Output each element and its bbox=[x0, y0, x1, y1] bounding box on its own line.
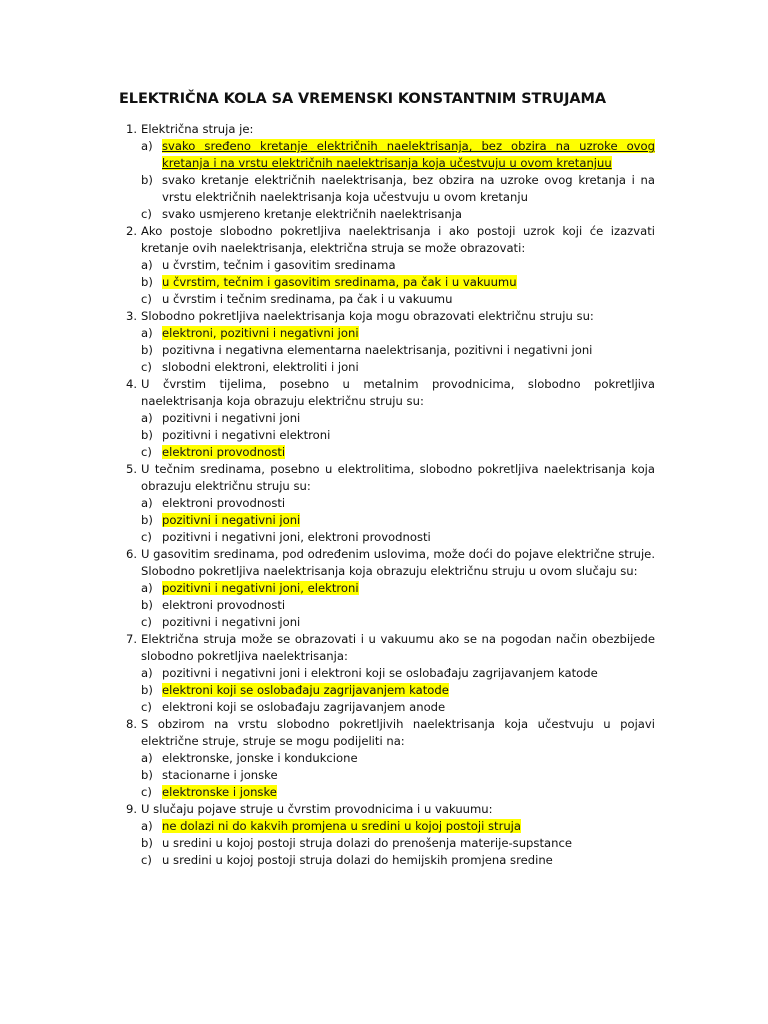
page-title: ELEKTRIČNA KOLA SA VREMENSKI KONSTANTNIM STRUJAMA bbox=[119, 91, 606, 107]
question-text: U tečnim sredinama, posebno u elektrolitima, slobodno pokretljiva naelektrisanja koja obrazuju električnu struju su: bbox=[141, 462, 655, 493]
question-number: 3. bbox=[125, 309, 137, 323]
answer-option bbox=[141, 495, 655, 512]
answer-option bbox=[141, 835, 655, 852]
answer-list bbox=[141, 495, 655, 546]
answer-list bbox=[141, 410, 655, 461]
question-number: 7. bbox=[125, 632, 137, 646]
answer-list bbox=[141, 580, 655, 631]
answer-option bbox=[141, 699, 655, 716]
answer-letter: c) bbox=[141, 853, 152, 867]
question-text: Ako postoje slobodno pokretljiva naelektrisanja i ako postoji uzrok koji će izazvati kretanje ovih naelektrisanja, električna struja se može obrazovati: bbox=[141, 224, 655, 255]
question-number: 8. bbox=[125, 717, 137, 731]
answer-option bbox=[141, 138, 655, 172]
question-number: 9. bbox=[125, 802, 137, 816]
answer-list bbox=[141, 818, 655, 869]
answer-option bbox=[141, 597, 655, 614]
question-item bbox=[125, 716, 655, 801]
answer-list bbox=[141, 138, 655, 223]
answer-letter: a) bbox=[141, 258, 153, 272]
answer-option bbox=[141, 580, 655, 597]
highlighted-answer-text: elektroni, pozitivni i negativni joni bbox=[162, 326, 359, 340]
answer-option bbox=[141, 512, 655, 529]
answer-letter: b) bbox=[141, 428, 153, 442]
answer-text: slobodni elektroni, elektroliti i joni bbox=[162, 360, 359, 374]
answer-list bbox=[141, 257, 655, 308]
answer-letter: b) bbox=[141, 173, 153, 187]
question-text: U gasovitim sredinama, pod određenim uslovima, može doći do pojave električne struje. Slobodno pokretljiva naelektrisanja koja obrazuju električnu struju u ovom slučaju su: bbox=[141, 547, 655, 578]
answer-text: pozitivni i negativni joni, elektroni provodnosti bbox=[162, 530, 431, 544]
answer-option bbox=[141, 818, 655, 835]
answer-option bbox=[141, 325, 655, 342]
answer-letter: b) bbox=[141, 836, 153, 850]
answer-letter: a) bbox=[141, 411, 153, 425]
question-item bbox=[125, 121, 655, 223]
highlighted-answer-text: elektroni koji se oslobađaju zagrijavanjem katode bbox=[162, 683, 449, 697]
answer-letter: a) bbox=[141, 819, 153, 833]
answer-text: elektroni provodnosti bbox=[162, 496, 286, 510]
question-number: 6. bbox=[125, 547, 137, 561]
question-item bbox=[125, 308, 655, 376]
answer-option bbox=[141, 682, 655, 699]
question-text: Električna struja može se obrazovati i u vakuumu ako se na pogodan način obezbijede slobodno pokretljiva naelektrisanja: bbox=[141, 632, 655, 663]
answer-option bbox=[141, 274, 655, 291]
question-number: 5. bbox=[125, 462, 137, 476]
answer-option bbox=[141, 529, 655, 546]
answer-text: pozitivni i negativni joni bbox=[162, 411, 301, 425]
answer-letter: a) bbox=[141, 139, 153, 153]
answer-letter: c) bbox=[141, 207, 152, 221]
highlighted-answer-text: elektroni provodnosti bbox=[162, 445, 286, 459]
question-item bbox=[125, 801, 655, 869]
answer-letter: a) bbox=[141, 751, 153, 765]
answer-text: pozitivni i negativni joni bbox=[162, 615, 301, 629]
highlighted-answer-text: pozitivni i negativni joni, elektroni bbox=[162, 581, 359, 595]
question-item bbox=[125, 631, 655, 716]
answer-text: u čvrstim, tečnim i gasovitim sredinama bbox=[162, 258, 396, 272]
answer-list bbox=[141, 750, 655, 801]
question-item bbox=[125, 461, 655, 546]
answer-text: u sredini u kojoj postoji struja dolazi do prenošenja materije-supstance bbox=[162, 836, 572, 850]
answer-option bbox=[141, 291, 655, 308]
answer-letter: b) bbox=[141, 598, 153, 612]
answer-letter: b) bbox=[141, 683, 153, 697]
answer-option bbox=[141, 172, 655, 206]
answer-option bbox=[141, 665, 655, 682]
answer-option bbox=[141, 359, 655, 376]
answer-option bbox=[141, 852, 655, 869]
highlighted-answer-text: svako sređeno kretanje električnih naelektrisanja, bez obzira na uzroke ovog kretanja i na vrstu električnih naelektrisanja koja učestvuju u ovom kretanjuu bbox=[162, 139, 655, 170]
answer-letter: b) bbox=[141, 768, 153, 782]
highlighted-answer-text: u čvrstim, tečnim i gasovitim sredinama, pa čak i u vakuumu bbox=[162, 275, 517, 289]
answer-letter: c) bbox=[141, 615, 152, 629]
question-text: Električna struja je: bbox=[141, 122, 254, 136]
answer-text: pozitivni i negativni joni i elektroni koji se oslobađaju zagrijavanjem katode bbox=[162, 666, 598, 680]
answer-letter: a) bbox=[141, 666, 153, 680]
answer-letter: c) bbox=[141, 292, 152, 306]
answer-option bbox=[141, 410, 655, 427]
answer-option bbox=[141, 750, 655, 767]
answer-list bbox=[141, 325, 655, 376]
answer-letter: c) bbox=[141, 700, 152, 714]
question-text: S obzirom na vrstu slobodno pokretljivih naelektrisanja koja učestvuju u pojavi električne struje, struje se mogu podijeliti na: bbox=[141, 717, 655, 748]
answer-letter: a) bbox=[141, 581, 153, 595]
answer-option bbox=[141, 444, 655, 461]
answer-letter: b) bbox=[141, 275, 153, 289]
answer-letter: a) bbox=[141, 326, 153, 340]
answer-letter: c) bbox=[141, 530, 152, 544]
answer-letter: c) bbox=[141, 445, 152, 459]
answer-list bbox=[141, 665, 655, 716]
question-text: Slobodno pokretljiva naelektrisanja koja mogu obrazovati električnu struju su: bbox=[141, 309, 594, 323]
question-number: 1. bbox=[125, 122, 137, 136]
answer-text: elektronske, jonske i kondukcione bbox=[162, 751, 358, 765]
question-item bbox=[125, 376, 655, 461]
answer-option bbox=[141, 206, 655, 223]
answer-letter: b) bbox=[141, 513, 153, 527]
question-list bbox=[125, 121, 655, 869]
answer-text: elektroni provodnosti bbox=[162, 598, 286, 612]
answer-letter: c) bbox=[141, 360, 152, 374]
answer-option bbox=[141, 342, 655, 359]
highlighted-answer-text: ne dolazi ni do kakvih promjena u sredini u kojoj postoji struja bbox=[162, 819, 522, 833]
question-number: 4. bbox=[125, 377, 137, 391]
answer-option bbox=[141, 767, 655, 784]
answer-letter: c) bbox=[141, 785, 152, 799]
answer-option bbox=[141, 614, 655, 631]
question-text: U čvrstim tijelima, posebno u metalnim provodnicima, slobodno pokretljiva naelektrisanja koja obrazuju električnu struju su: bbox=[141, 377, 655, 408]
answer-option bbox=[141, 257, 655, 274]
answer-letter: a) bbox=[141, 496, 153, 510]
question-text: U slučaju pojave struje u čvrstim provodnicima i u vakuumu: bbox=[141, 802, 493, 816]
answer-letter: b) bbox=[141, 343, 153, 357]
answer-text: svako kretanje električnih naelektrisanja, bez obzira na uzroke ovog kretanja i na vrstu električnih naelektrisanja koja učestvuju u ovom kretanju bbox=[162, 173, 655, 204]
highlighted-answer-text: pozitivni i negativni joni bbox=[162, 513, 301, 527]
answer-option bbox=[141, 427, 655, 444]
answer-text: u sredini u kojoj postoji struja dolazi do hemijskih promjena sredine bbox=[162, 853, 553, 867]
answer-text: u čvrstim i tečnim sredinama, pa čak i u vakuumu bbox=[162, 292, 453, 306]
answer-option bbox=[141, 784, 655, 801]
answer-text: pozitivni i negativni elektroni bbox=[162, 428, 331, 442]
answer-text: pozitivna i negativna elementarna naelektrisanja, pozitivni i negativni joni bbox=[162, 343, 593, 357]
question-number: 2. bbox=[125, 224, 137, 238]
question-item bbox=[125, 546, 655, 631]
highlighted-answer-text: elektronske i jonske bbox=[162, 785, 277, 799]
answer-text: svako usmjereno kretanje električnih naelektrisanja bbox=[162, 207, 463, 221]
question-item bbox=[125, 223, 655, 308]
answer-text: stacionarne i jonske bbox=[162, 768, 278, 782]
answer-text: elektroni koji se oslobađaju zagrijavanjem anode bbox=[162, 700, 446, 714]
